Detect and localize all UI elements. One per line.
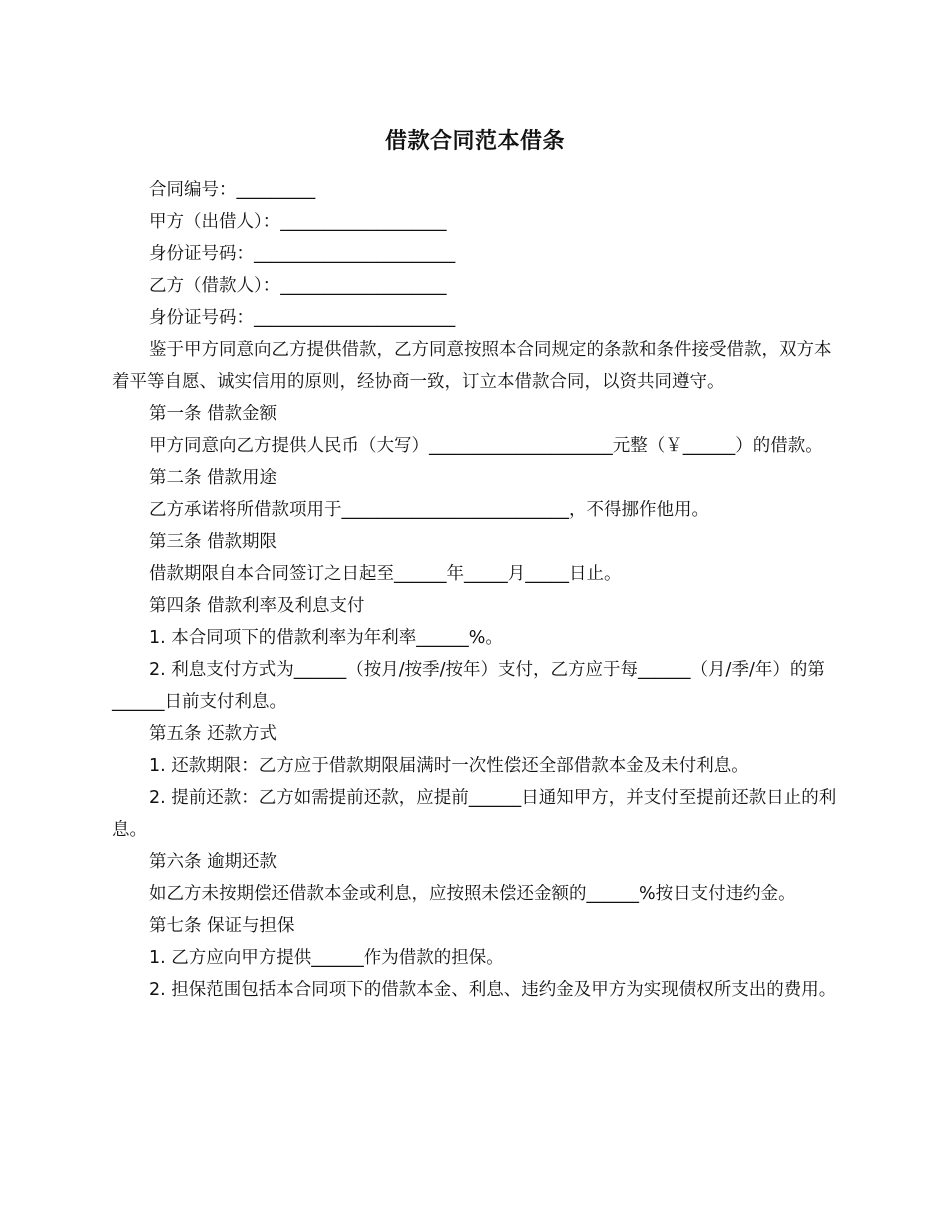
preamble-paragraph: 鉴于甲方同意向乙方提供借款，乙方同意按照本合同规定的条款和条件接受借款，双方本着平等自愿、诚实信用的原则，经协商一致，订立本借款合同，以资共同遵守。 xyxy=(112,340,832,392)
lender-line: 甲方（出借人）：___________________ xyxy=(149,212,447,232)
borrower-line: 乙方（借款人）：___________________ xyxy=(149,276,447,296)
article-5-item-1: 1. 还款期限：乙方应于借款期限届满时一次性偿还全部借款本金及未付利息。 xyxy=(149,756,749,776)
article-3-text: 借款期限自本合同签订之日起至______年_____月_____日止。 xyxy=(149,564,622,584)
article-7-item-2: 2. 担保范围包括本合同项下的借款本金、利息、违约金及甲方为实现债权所支出的费用。 xyxy=(149,980,837,1000)
lender-id-line: 身份证号码：_______________________ xyxy=(149,244,456,264)
article-5-heading: 第五条 还款方式 xyxy=(149,724,278,744)
article-4-heading: 第四条 借款利率及利息支付 xyxy=(149,596,365,616)
borrower-id-line: 身份证号码：_______________________ xyxy=(149,308,456,328)
article-6-heading: 第六条 逾期还款 xyxy=(149,852,278,872)
document-body xyxy=(112,174,840,1006)
article-2-text: 乙方承诺将所借款项用于__________________________，不得挪作他用。 xyxy=(149,500,709,520)
document-title: 借款合同范本借条 xyxy=(384,129,565,154)
article-1-heading: 第一条 借款金额 xyxy=(149,404,278,424)
article-4-item-2: 2. 利息支付方式为______（按月/按季/按年）支付，乙方应于每______（月/季/年）的第______日前支付利息。 xyxy=(112,660,825,712)
article-5-item-2: 2. 提前还款：乙方如需提前还款，应提前______日通知甲方，并支付至提前还款日止的利息。 xyxy=(112,788,837,840)
article-7-heading: 第七条 保证与担保 xyxy=(149,916,295,936)
article-1-text: 甲方同意向乙方提供人民币（大写）_____________________元整（￥______）的借款。 xyxy=(149,436,823,456)
article-4-item-1: 1. 本合同项下的借款利率为年利率______%。 xyxy=(149,628,503,648)
contract-number-line: 合同编号：_________ xyxy=(149,180,316,200)
article-3-heading: 第三条 借款期限 xyxy=(149,532,278,552)
article-6-text: 如乙方未按期偿还借款本金或利息，应按照未偿还金额的______%按日支付违约金。 xyxy=(149,884,796,904)
article-7-item-1: 1. 乙方应向甲方提供______作为借款的担保。 xyxy=(149,948,504,968)
article-2-heading: 第二条 借款用途 xyxy=(149,468,278,488)
